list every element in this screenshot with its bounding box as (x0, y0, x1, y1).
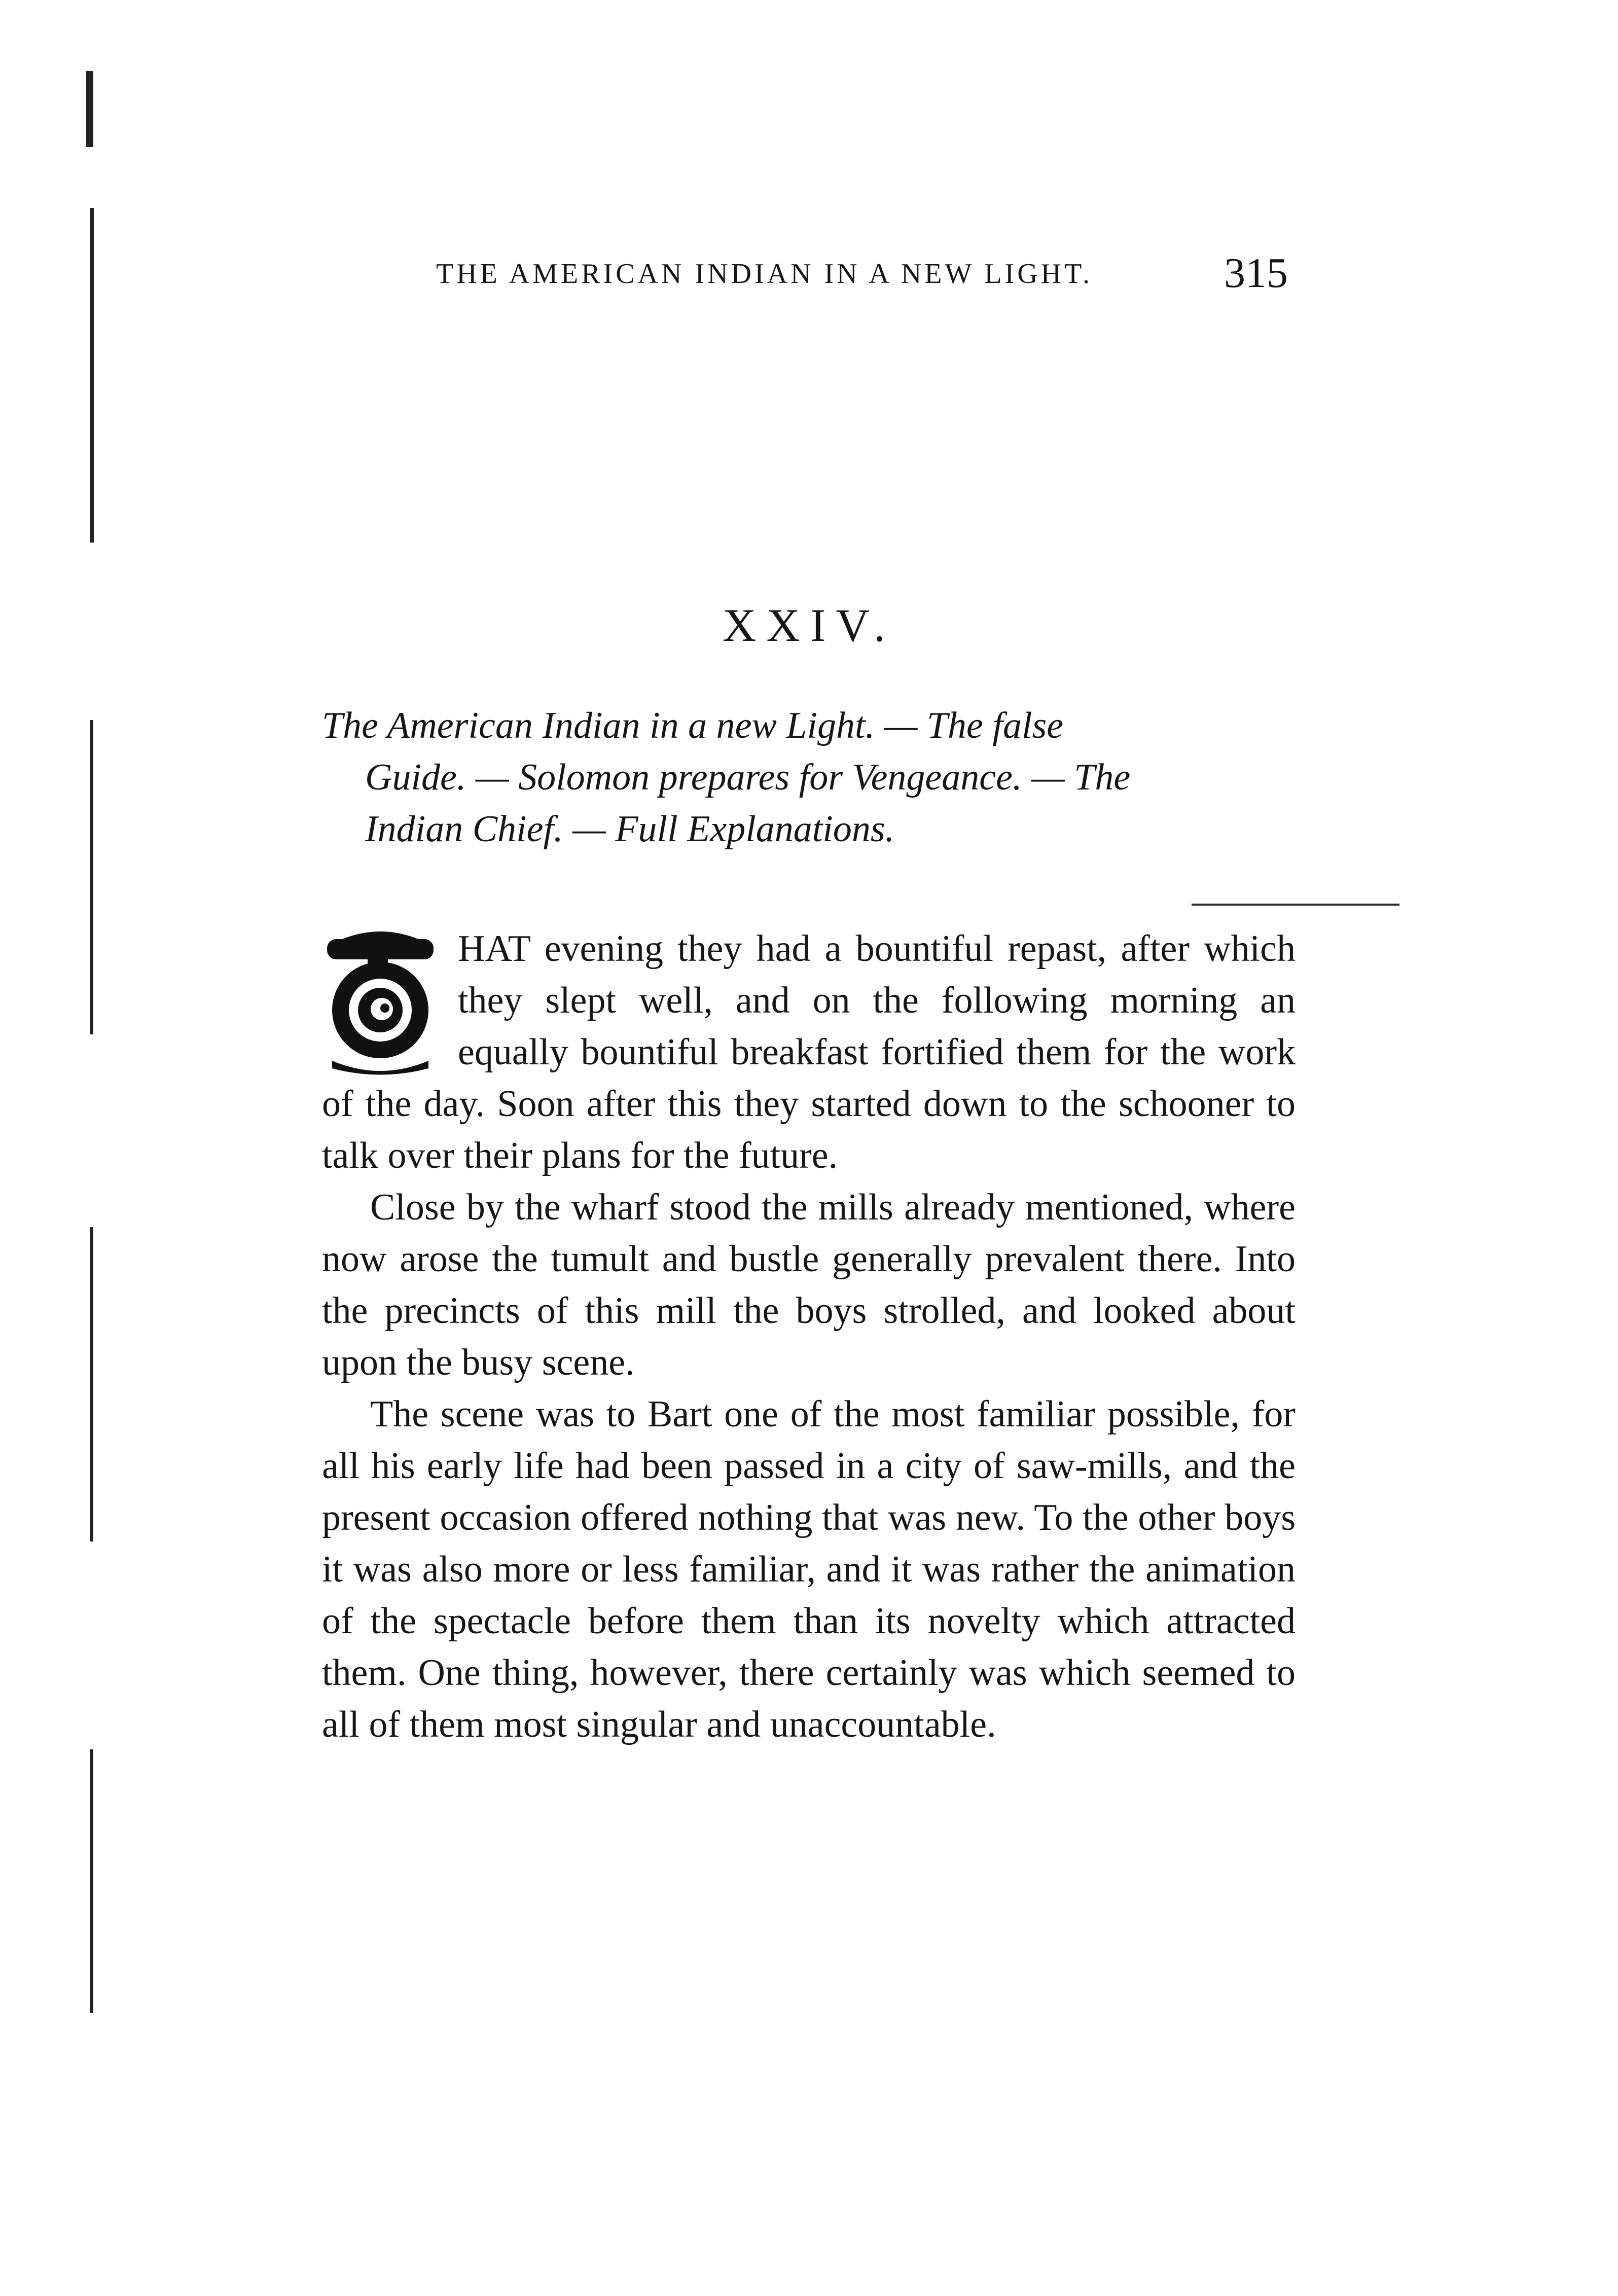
paragraph (322, 1181, 1296, 1388)
section-rule (1192, 904, 1399, 906)
scan-edge-mark (90, 1227, 93, 1541)
chapter-summary-line: Guide. — Solomon prepares for Vengeance. — The (365, 757, 1131, 798)
chapter-number: XXIV. (722, 599, 896, 651)
chapter-summary (322, 700, 1296, 855)
ornamental-initial-icon (322, 929, 439, 1076)
svg-text:T: T (378, 1021, 382, 1027)
chapter-summary-line: Indian Chief. — Full Explanations. (365, 808, 895, 850)
chapter-summary-line: The American Indian in a new Light. — The false (322, 705, 1064, 746)
paragraph (322, 923, 1296, 1181)
running-title: THE AMERICAN INDIAN IN A NEW LIGHT. (436, 258, 1093, 290)
body-text (322, 923, 1296, 1750)
scan-edge-mark (86, 71, 93, 147)
scan-edge-mark (90, 1749, 93, 2013)
paragraph (322, 1388, 1296, 1750)
running-head (436, 248, 1288, 304)
page-number: 315 (1224, 249, 1288, 297)
paragraph-text: Close by the wharf stood the mills already mentioned, where now arose the tumult and bustle generally prevalent there. Into the precincts of this mill the boys strolled, and looked about upon the busy scene. (322, 1187, 1296, 1383)
scan-edge-mark (90, 208, 94, 543)
paragraph-text: The scene was to Bart one of the most familiar possible, for all his early life had been passed in a city of saw-mills, and the present occasion offered nothing that was new. To the other boys it was also more or less familiar, and it was rather the animation of the spectacle before them than its novelty which attracted them. One thing, however, there certainly was which seemed to all of them most singular and unaccountable. (322, 1393, 1296, 1745)
drop-cap (322, 929, 439, 1076)
scan-edge-mark (90, 720, 93, 1034)
paragraph-text: HAT evening they had a bountiful repast, after which they slept well, and on the following morning an equally bountiful breakfast fortified them for the work of the day. Soon after this they started down to the schooner to talk over their plans for the future. (322, 928, 1296, 1176)
